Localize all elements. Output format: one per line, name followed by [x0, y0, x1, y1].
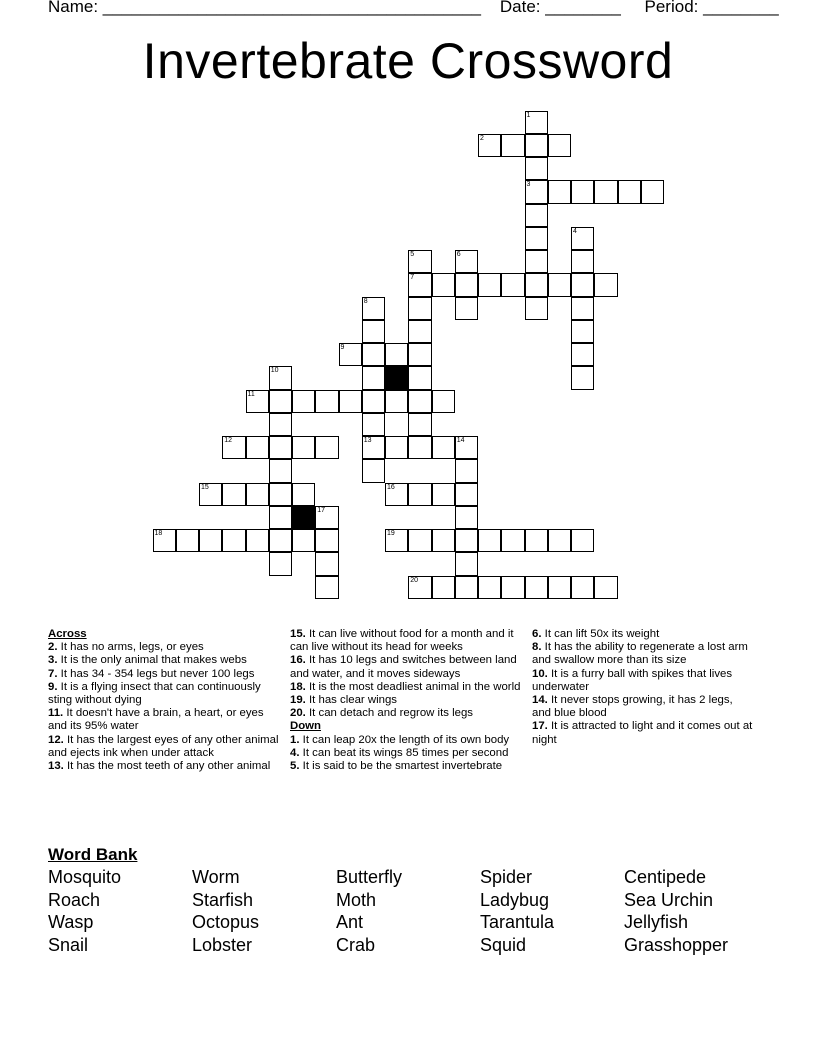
crossword-cell[interactable]: [385, 436, 408, 459]
word-bank-item: Butterfly: [336, 867, 403, 887]
blocked-cell: [385, 366, 408, 389]
clue-text: It has clear wings: [305, 694, 398, 707]
crossword-cell[interactable]: [594, 576, 617, 599]
clue-number: 18.: [290, 680, 306, 693]
crossword-cell[interactable]: [315, 390, 338, 413]
clue-number: 7: [410, 274, 415, 282]
clue-text: It can live without food for a month and it can live without its head for weeks: [290, 628, 514, 654]
clue-number: 12.: [48, 733, 64, 746]
down-heading: Down: [290, 720, 322, 733]
crossword-cell[interactable]: [641, 180, 664, 203]
clue-number: 17.: [532, 720, 548, 733]
down-clue: [532, 628, 754, 641]
down-clue: [290, 734, 522, 747]
crossword-cell[interactable]: [478, 529, 501, 552]
crossword-cell[interactable]: [246, 529, 269, 552]
crossword-cell[interactable]: [618, 180, 641, 203]
crossword-cell[interactable]: [501, 134, 524, 157]
clue-number: 4.: [290, 746, 300, 759]
clue-number: 15: [201, 483, 209, 491]
clue-number: 3: [526, 181, 531, 189]
crossword-cell[interactable]: [501, 529, 524, 552]
clue-text: It has the largest eyes of any other animal and ejects ink when under attack: [48, 733, 279, 759]
clue-text: It is a flying insect that can continuously sting without dying: [48, 680, 261, 707]
crossword-cell[interactable]: [315, 436, 338, 459]
clue-number: 2.: [48, 641, 58, 654]
crossword-cell[interactable]: [525, 111, 548, 134]
clue-number: 6.: [532, 628, 542, 640]
crossword-cell[interactable]: [408, 483, 431, 506]
crossword-cell[interactable]: [408, 297, 431, 320]
clue-number: 11.: [48, 707, 64, 720]
crossword-cell[interactable]: [455, 552, 478, 575]
crossword-cell[interactable]: [176, 529, 199, 552]
crossword-cell[interactable]: [501, 273, 524, 296]
crossword-cell[interactable]: [455, 483, 478, 506]
clue-number: 19: [387, 530, 395, 537]
clue-number: 2: [480, 134, 484, 142]
clue-number: 7.: [48, 667, 58, 680]
crossword-cell[interactable]: [222, 529, 245, 552]
crossword-cell[interactable]: [525, 529, 548, 552]
across-clue: [48, 681, 280, 707]
crossword-cell[interactable]: [269, 529, 292, 552]
clue-text: It has the ability to regenerate a lost arm and swallow more than its size: [532, 641, 748, 667]
crossword-cell[interactable]: [385, 529, 408, 552]
word-bank-item: Roach: [48, 889, 101, 910]
blocked-cell: [292, 506, 315, 529]
across-clue: [48, 734, 280, 760]
clue-number: 10.: [532, 667, 548, 680]
clue-number: 13.: [48, 760, 64, 773]
crossword-cell[interactable]: [408, 366, 431, 389]
crossword-cell[interactable]: [432, 576, 455, 599]
word-bank-item: Sea Urchin: [624, 889, 714, 910]
word-bank-item: Spider: [480, 867, 533, 887]
crossword-cell[interactable]: [525, 297, 548, 320]
crossword-cell[interactable]: [571, 320, 594, 343]
clue-number: 16.: [290, 654, 306, 667]
crossword-cell[interactable]: [292, 483, 315, 506]
crossword-cell[interactable]: [455, 576, 478, 599]
crossword-cell[interactable]: [339, 343, 362, 366]
clue-text: It has 10 legs and switches between land and water, and it moves sideways: [290, 654, 517, 680]
crossword-cell[interactable]: [339, 390, 362, 413]
word-bank-item: Grasshopper: [624, 934, 729, 955]
clue-text: It is a furry ball with spikes that lives underwater: [532, 667, 733, 693]
crossword-cell[interactable]: [269, 413, 292, 436]
crossword-cell[interactable]: [548, 529, 571, 552]
clues-column-2: [290, 628, 522, 773]
crossword-cell[interactable]: [362, 413, 385, 436]
clue-number: 18: [154, 530, 163, 537]
word-bank-item: Tarantula: [480, 912, 555, 933]
crossword-cell[interactable]: [269, 366, 292, 389]
crossword-cell[interactable]: [408, 250, 431, 273]
crossword-cell[interactable]: [408, 436, 431, 459]
crossword-cell[interactable]: [571, 297, 594, 320]
word-bank-item: Lobster: [192, 934, 253, 955]
crossword-cell[interactable]: [455, 273, 478, 296]
clue-number: 17: [317, 506, 326, 514]
crossword-cell[interactable]: [269, 390, 292, 413]
crossword-cell[interactable]: [571, 576, 594, 599]
clue-number: 19.: [290, 694, 306, 707]
crossword-cell[interactable]: [548, 180, 571, 203]
crossword-cell[interactable]: [525, 250, 548, 273]
clue-number: 9: [340, 344, 345, 351]
clue-text: It never stops growing, it has 2 legs, and blue blood: [532, 694, 733, 720]
clue-number: 12: [224, 437, 233, 444]
clue-number: 8.: [532, 641, 542, 654]
crossword-cell[interactable]: [408, 390, 431, 413]
word-bank-item: Ant: [336, 912, 364, 933]
period-field-label[interactable]: Period: ________: [644, 0, 779, 16]
crossword-cell[interactable]: [362, 436, 385, 459]
crossword-cell[interactable]: [385, 390, 408, 413]
word-bank-item: Centipede: [624, 867, 707, 887]
crossword-cell[interactable]: [408, 529, 431, 552]
crossword-cell[interactable]: [362, 297, 385, 320]
clues-column-1: [48, 628, 280, 773]
crossword-cell[interactable]: [222, 436, 245, 459]
word-bank-item: Jellyfish: [624, 912, 689, 933]
crossword-cell[interactable]: [408, 343, 431, 366]
across-clue: [48, 668, 280, 681]
across-clue: [290, 694, 522, 707]
crossword-cell[interactable]: [408, 413, 431, 436]
clue-number: 6: [456, 251, 461, 258]
clue-number: 13: [363, 437, 372, 444]
down-clue: [532, 720, 754, 746]
crossword-cell[interactable]: [501, 576, 524, 599]
clue-text: It is the most deadliest animal in the world: [305, 680, 521, 693]
clue-number: 9.: [48, 680, 58, 693]
clue-number: 15.: [290, 628, 306, 640]
crossword-cell[interactable]: [548, 134, 571, 157]
across-clue: [48, 707, 280, 733]
crossword-cell[interactable]: [548, 273, 571, 296]
word-bank-list: [48, 866, 768, 956]
crossword-cell[interactable]: [432, 529, 455, 552]
crossword-cell[interactable]: [455, 297, 478, 320]
crossword-cell[interactable]: [432, 436, 455, 459]
clue-number: 14.: [532, 694, 548, 707]
crossword-cell[interactable]: [455, 436, 478, 459]
crossword-cell[interactable]: [315, 529, 338, 552]
crossword-cell[interactable]: [362, 343, 385, 366]
crossword-cell[interactable]: [222, 483, 245, 506]
clue-text: It can detach and regrow its legs: [305, 707, 473, 720]
clue-number: 11: [247, 390, 255, 398]
word-bank-item: Starfish: [192, 889, 254, 910]
down-clue: [290, 747, 522, 760]
crossword-cell[interactable]: [455, 529, 478, 552]
crossword-cell[interactable]: [525, 576, 548, 599]
word-bank-item: Crab: [336, 934, 376, 955]
crossword-cell[interactable]: [594, 273, 617, 296]
crossword-cell[interactable]: [478, 576, 501, 599]
crossword-cell[interactable]: [292, 390, 315, 413]
crossword-cell[interactable]: [362, 320, 385, 343]
crossword-cell[interactable]: [455, 459, 478, 482]
across-heading: Across: [48, 628, 87, 640]
crossword-cell[interactable]: [315, 552, 338, 575]
crossword-cell[interactable]: [246, 436, 269, 459]
word-bank-item: Snail: [48, 934, 89, 955]
crossword-cell[interactable]: [269, 506, 292, 529]
down-clue: [532, 668, 754, 694]
across-clue: [290, 707, 522, 720]
clue-number: 16: [387, 483, 395, 491]
page-title: Invertebrate Crossword: [142, 33, 674, 89]
crossword-cell[interactable]: [571, 227, 594, 250]
clue-number: 20.: [290, 707, 306, 720]
crossword-cell[interactable]: [525, 273, 548, 296]
down-clue: [532, 641, 754, 667]
crossword-cell[interactable]: [525, 157, 548, 180]
word-bank-item: Squid: [480, 934, 527, 955]
clue-text: It has no arms, legs, or eyes: [57, 641, 204, 654]
crossword-cell[interactable]: [432, 273, 455, 296]
crossword-cell[interactable]: [315, 506, 338, 529]
clue-text: It is said to be the smartest invertebrate: [299, 760, 503, 773]
clue-number: 1: [526, 111, 531, 119]
crossword-cell[interactable]: [525, 134, 548, 157]
clue-number: 8: [363, 297, 368, 305]
word-bank-item: Worm: [192, 867, 240, 887]
clue-text: It can lift 50x its weight: [541, 628, 660, 640]
crossword-cell[interactable]: [292, 529, 315, 552]
crossword-cell[interactable]: [362, 366, 385, 389]
crossword-cell[interactable]: [269, 459, 292, 482]
crossword-cell[interactable]: [153, 529, 176, 552]
crossword-cell[interactable]: [362, 459, 385, 482]
crossword-cell[interactable]: [432, 483, 455, 506]
clue-number: 5: [410, 251, 415, 258]
clue-number: 1.: [290, 733, 300, 746]
clue-number: 5.: [290, 760, 300, 773]
crossword-cell[interactable]: [385, 343, 408, 366]
crossword-cell[interactable]: [292, 436, 315, 459]
word-bank-item: Ladybug: [480, 889, 550, 910]
across-clue: [290, 681, 522, 694]
clue-text: It has 34 - 354 legs but never 100 legs: [57, 667, 255, 680]
clue-text: It can leap 20x the length of its own body: [299, 733, 510, 746]
crossword-cell[interactable]: [269, 483, 292, 506]
crossword-cell[interactable]: [408, 273, 431, 296]
crossword-cell[interactable]: [571, 366, 594, 389]
name-field-label[interactable]: Name: ________________________________________: [48, 0, 481, 16]
crossword-cell[interactable]: [571, 343, 594, 366]
crossword-cell[interactable]: [478, 134, 501, 157]
crossword-cell[interactable]: [408, 320, 431, 343]
crossword-cell[interactable]: [548, 576, 571, 599]
crossword-cell[interactable]: [269, 436, 292, 459]
down-clue: [290, 760, 522, 773]
crossword-cell[interactable]: [408, 576, 431, 599]
clue-number: 3.: [48, 654, 58, 667]
crossword-cell[interactable]: [594, 180, 617, 203]
crossword-cell[interactable]: [525, 204, 548, 227]
crossword-cell[interactable]: [432, 390, 455, 413]
crossword-cell[interactable]: [246, 483, 269, 506]
across-clue: [48, 641, 280, 654]
crossword-cell[interactable]: [455, 506, 478, 529]
down-clue: [532, 694, 754, 720]
across-clue: [48, 760, 280, 773]
crossword-cell[interactable]: [246, 390, 269, 413]
clue-number: 10: [270, 367, 279, 375]
crossword-cell[interactable]: [315, 576, 338, 599]
across-clue: [290, 654, 522, 680]
clue-number: 20: [410, 576, 419, 584]
clue-text: It doesn't have a brain, a heart, or eyes and its 95% water: [48, 707, 264, 733]
clue-text: It is attracted to light and it comes out at night: [532, 720, 753, 746]
clue-number: 4: [573, 227, 577, 235]
crossword-cell[interactable]: [571, 180, 594, 203]
clue-text: It has the most teeth of any other animal: [63, 760, 271, 773]
crossword-cell[interactable]: [362, 390, 385, 413]
clue-text: It can beat its wings 85 times per second: [299, 746, 509, 759]
word-bank-item: Mosquito: [48, 867, 122, 887]
clue-number: 14: [456, 437, 465, 444]
crossword-cell[interactable]: [525, 180, 548, 203]
crossword-cell[interactable]: [478, 273, 501, 296]
across-clue: [290, 628, 522, 654]
date-field-label[interactable]: Date: ________: [499, 0, 621, 16]
crossword-cell[interactable]: [199, 483, 222, 506]
crossword-cell[interactable]: [269, 552, 292, 575]
crossword-cell[interactable]: [525, 227, 548, 250]
crossword-cell[interactable]: [571, 273, 594, 296]
crossword-cell[interactable]: [571, 250, 594, 273]
word-bank-title: Word Bank: [48, 845, 138, 864]
across-clue: [48, 654, 280, 667]
clues-column-3: [532, 628, 754, 747]
crossword-cell[interactable]: [199, 529, 222, 552]
clue-text: It is the only animal that makes webs: [57, 654, 247, 667]
word-bank-item: Wasp: [48, 912, 94, 933]
crossword-cell[interactable]: [455, 250, 478, 273]
word-bank-item: Octopus: [192, 912, 260, 933]
crossword-cell[interactable]: [571, 529, 594, 552]
word-bank-item: Moth: [336, 889, 377, 910]
crossword-cell[interactable]: [385, 483, 408, 506]
